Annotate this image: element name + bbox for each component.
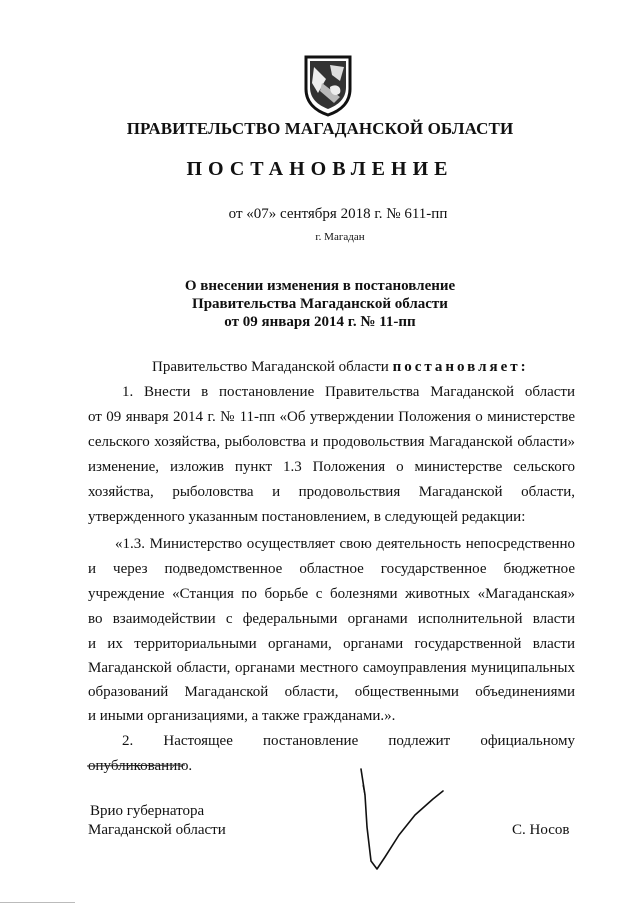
- signatory-position: Врио губернатора: [90, 803, 205, 819]
- document-city: г. Магадан: [315, 231, 365, 243]
- paragraph-line: «1.3. Министерство осуществляет свою деятельность непосредственно: [115, 536, 575, 552]
- paragraph-line: хозяйства, рыболовства и продовольствия Магаданской области,: [88, 484, 575, 500]
- signatory-region: Магаданской области: [88, 822, 226, 838]
- paragraph-line: 1. Внести в постановление Правительства Магаданской области: [122, 384, 575, 400]
- paragraph-line: изменение, изложив пункт 1.3 Положения о министерстве сельского: [88, 459, 575, 475]
- document-title-line: от 09 января 2014 г. № 11-пп: [224, 314, 416, 330]
- document-date-number: от «07» сентября 2018 г. № 611-пп: [228, 206, 448, 222]
- paragraph-line: Магаданской области, органами местного самоуправления муниципальных: [88, 660, 575, 676]
- paragraph-line: и через подведомственное областное государственное бюджетное: [88, 561, 575, 577]
- paragraph-line: и иными организациями, а также гражданами.».: [88, 708, 396, 724]
- page-edge-rule: [0, 902, 75, 903]
- preamble-verb: постановляет:: [392, 359, 529, 375]
- paragraph-line: от 09 января 2014 г. № 11-пп «Об утверждении Положения о министерстве: [88, 409, 575, 425]
- handwritten-signature: [355, 765, 445, 877]
- organization-name: ПРАВИТЕЛЬСТВО МАГАДАНСКОЙ ОБЛАСТИ: [126, 119, 514, 138]
- paragraph-line: опубликованию.: [88, 758, 193, 774]
- preamble-text: Правительство Магаданской области: [152, 359, 393, 375]
- paragraph-line: образований Магаданской области, общественными объединениями: [88, 684, 575, 700]
- document-type: ПОСТАНОВЛЕНИЕ: [186, 158, 454, 180]
- paragraph-line: во взаимодействии с федеральными органами исполнительной власти: [88, 611, 575, 627]
- coat-of-arms-emblem: [300, 53, 356, 117]
- paragraph-line: учреждение «Станция по борьбе с болезнями животных «Магаданская»: [88, 586, 575, 602]
- preamble: [152, 358, 529, 376]
- document-title-line: О внесении изменения в постановление: [184, 278, 456, 294]
- paragraph-line: и их территориальными органами, органами государственной власти: [88, 636, 575, 652]
- signatory-name: С. Носов: [512, 822, 570, 838]
- strikethrough-mark: [85, 757, 185, 771]
- document-title-line: Правительства Магаданской области: [192, 296, 448, 312]
- paragraph-line: 2. Настоящее постановление подлежит официальному: [122, 733, 575, 749]
- paragraph-line: сельского хозяйства, рыболовства и продовольствия Магаданской области»: [88, 434, 575, 450]
- paragraph-line: утвержденного указанным постановлением, в следующей редакции:: [88, 509, 526, 525]
